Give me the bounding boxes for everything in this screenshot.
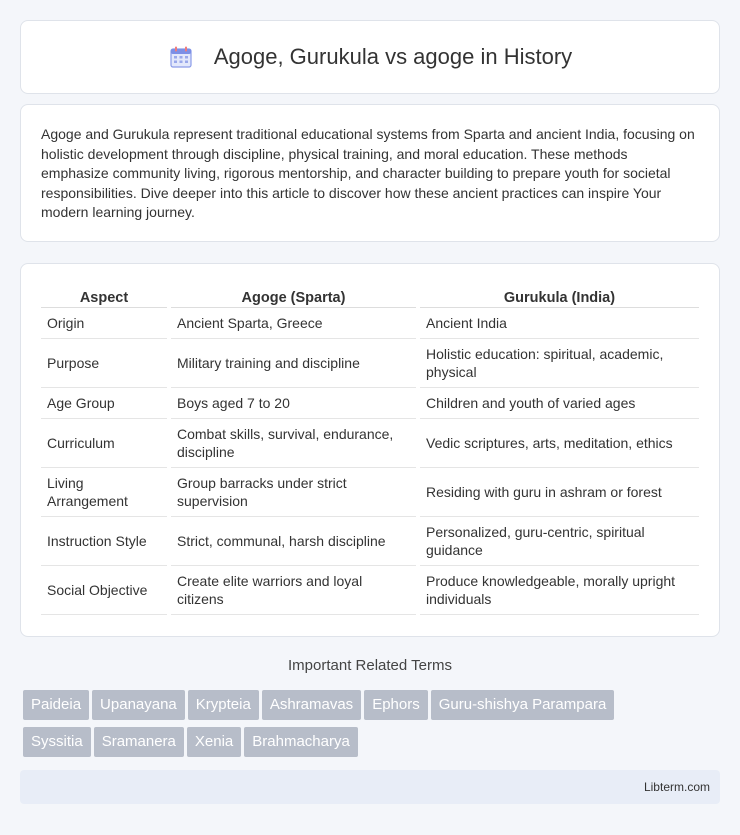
table-cell: Ancient India xyxy=(420,308,699,339)
table-cell: Create elite warriors and loyal citizens xyxy=(171,566,416,615)
table-cell: Instruction Style xyxy=(41,517,167,566)
tag-xenia[interactable]: Xenia xyxy=(187,727,241,757)
page-title: Agoge, Gurukula vs agoge in History xyxy=(213,44,573,69)
table-cell: Ancient Sparta, Greece xyxy=(171,308,416,339)
table-header-row xyxy=(41,284,699,308)
footer xyxy=(20,770,720,804)
table-cell: Curriculum xyxy=(41,419,167,468)
header-gurukula: Gurukula (India) xyxy=(420,284,699,308)
table-cell: Children and youth of varied ages xyxy=(420,388,699,419)
table-row xyxy=(41,339,699,388)
table-cell: Boys aged 7 to 20 xyxy=(171,388,416,419)
tag-paideia[interactable]: Paideia xyxy=(23,690,89,720)
table-cell: Military training and discipline xyxy=(171,339,416,388)
header-aspect: Aspect xyxy=(41,284,167,308)
table-cell: Vedic scriptures, arts, meditation, ethics xyxy=(420,419,699,468)
table-cell: Social Objective xyxy=(41,566,167,615)
table-cell: Age Group xyxy=(41,388,167,419)
related-terms-tags xyxy=(23,690,723,764)
table-row xyxy=(41,388,699,419)
footer-site-link[interactable]: Libterm.com xyxy=(643,780,710,794)
table-row xyxy=(41,566,699,615)
table-cell: Residing with guru in ashram or forest xyxy=(420,468,699,517)
related-terms-title: Important Related Terms xyxy=(288,657,452,674)
tag-syssitia[interactable]: Syssitia xyxy=(23,727,91,757)
table-cell: Personalized, guru-centric, spiritual guidance xyxy=(420,517,699,566)
table-cell: Combat skills, survival, endurance, discipline xyxy=(171,419,416,468)
comparison-table-card xyxy=(20,263,720,637)
calendar-icon xyxy=(168,44,194,70)
tag-ashramavas[interactable]: Ashramavas xyxy=(262,690,361,720)
table-cell: Produce knowledgeable, morally upright individuals xyxy=(420,566,699,615)
tag-krypteia[interactable]: Krypteia xyxy=(188,690,259,720)
table-row xyxy=(41,517,699,566)
tag-guru-shishya-parampara[interactable]: Guru-shishya Parampara xyxy=(431,690,615,720)
tag-sramanera[interactable]: Sramanera xyxy=(94,727,184,757)
table-cell: Strict, communal, harsh discipline xyxy=(171,517,416,566)
table-cell: Group barracks under strict supervision xyxy=(171,468,416,517)
table-cell: Purpose xyxy=(41,339,167,388)
intro-card xyxy=(20,104,720,242)
table-row xyxy=(41,308,699,339)
table-row xyxy=(41,468,699,517)
tag-upanayana[interactable]: Upanayana xyxy=(92,690,185,720)
comparison-table xyxy=(37,284,703,615)
tag-ephors[interactable]: Ephors xyxy=(364,690,428,720)
table-row xyxy=(41,419,699,468)
title-card xyxy=(20,20,720,94)
table-cell: Holistic education: spiritual, academic, physical xyxy=(420,339,699,388)
header-agoge: Agoge (Sparta) xyxy=(171,284,416,308)
table-cell: Origin xyxy=(41,308,167,339)
tag-brahmacharya[interactable]: Brahmacharya xyxy=(244,727,358,757)
table-cell: Living Arrangement xyxy=(41,468,167,517)
intro-text: Agoge and Gurukula represent traditional educational systems from Sparta and ancient India, focusing on holistic development through discipline, physical training, and moral education. These methods emphasize community living, rigorous mentorship, and character building to prepare youth for societal responsibilities. Dive deeper into this article to discover how these ancient practices can inspire Your modern learning journey. xyxy=(41,126,695,220)
